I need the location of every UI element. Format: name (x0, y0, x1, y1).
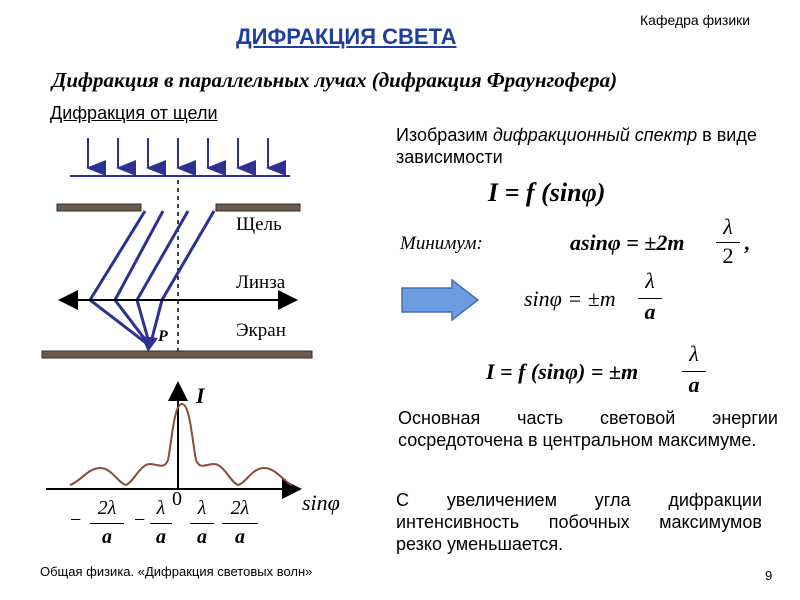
formula-sin-min: sinφ = ±m λ a (524, 270, 694, 332)
graph-x-label: sinφ (302, 490, 340, 515)
side-maxima-paragraph: С увеличением угла дифракции интенсивность побочных максимумов резко уменьшается. (396, 490, 762, 554)
page-number: 9 (765, 568, 773, 583)
page-title: ДИФРАКЦИЯ СВЕТА (236, 24, 457, 49)
formula-intensity-min: I = f (sinφ) = ±m λ a (486, 343, 726, 405)
minimum-label: Минимум: (400, 233, 483, 254)
point-label: P (158, 328, 168, 345)
subtitle: Дифракция в параллельных лучах (дифракция Фраунгофера) (52, 68, 618, 92)
energy-paragraph: Основная часть световой энергии сосредоточена в центральном максимуме. (398, 408, 778, 450)
section-heading: Дифракция от щели (50, 103, 218, 123)
formula-intensity: I = f (sinφ) (488, 178, 606, 207)
focus-arrow-head (141, 336, 158, 352)
graph-y-label: I (196, 383, 205, 408)
intro-text: Изобразим дифракционный спектр в виде зависимости (396, 125, 757, 167)
lens-label: Линза (236, 272, 286, 293)
incident-rays (88, 138, 268, 168)
footer-course: Общая физика. «Дифракция световых волн» (40, 564, 313, 579)
slit-label: Щель (236, 214, 282, 235)
slit-plate-right (216, 204, 300, 211)
slit-plate-left (57, 204, 141, 211)
transition-arrow (402, 280, 478, 320)
graph-origin-label: 0 (172, 488, 182, 510)
screen-plate (42, 351, 312, 358)
department-label: Кафедра физики (640, 12, 751, 28)
diffracted-rays (90, 211, 214, 346)
intensity-curve (70, 404, 292, 485)
screen-label: Экран (236, 320, 286, 341)
formula-minimum: asinφ = ±2m λ 2 , (570, 214, 750, 268)
